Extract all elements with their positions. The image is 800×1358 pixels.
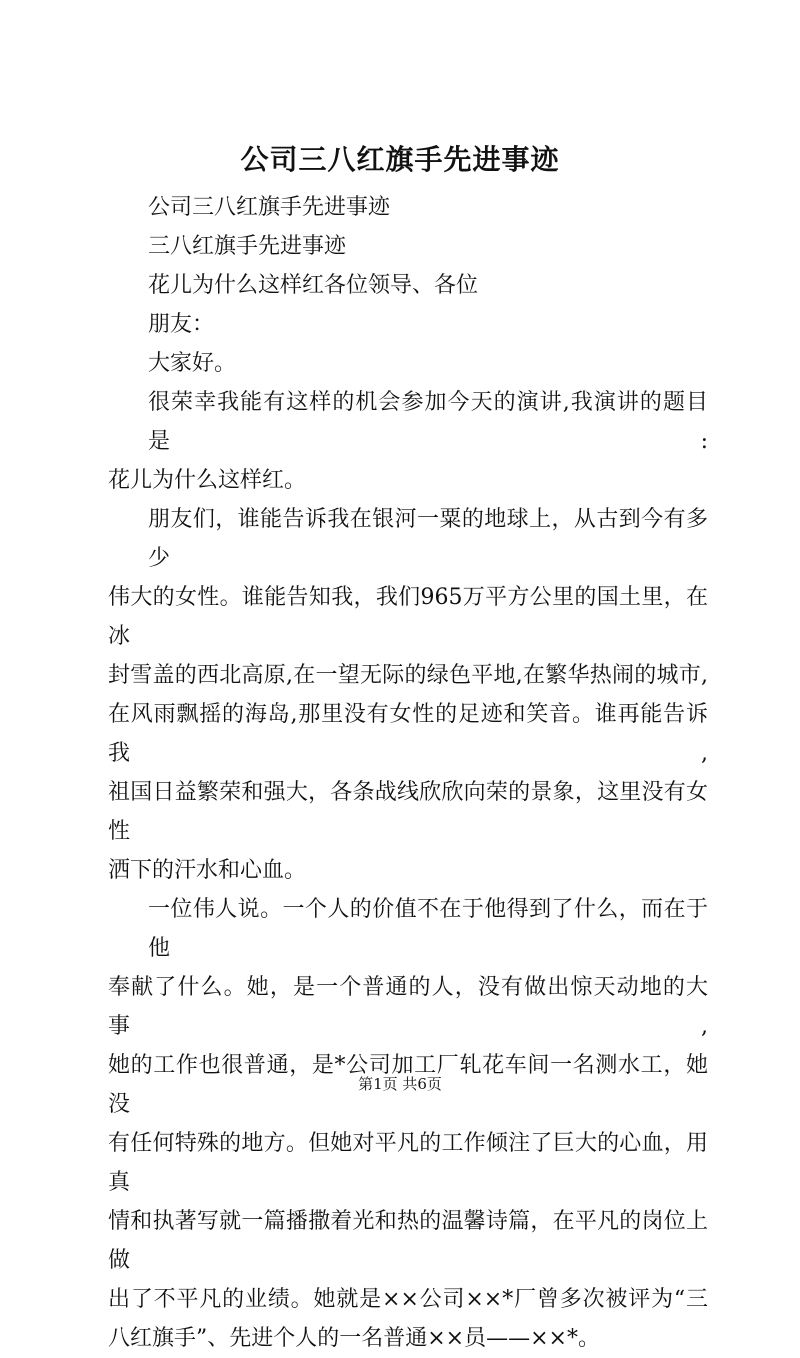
intro-line: 三八红旗手先进事迹 bbox=[148, 234, 347, 259]
paragraph-line: 奉献了什么。她，是一个普通的人，没有做出惊天动地的大事, bbox=[108, 975, 708, 1039]
paragraph-line: 伟大的女性。谁能告知我，我们965万平方公里的国土里，在冰 bbox=[108, 585, 708, 649]
paragraph-line: 花儿为什么这样红。 bbox=[108, 468, 307, 493]
paragraph-line: 在风雨飘摇的海岛,那里没有女性的足迹和笑音。谁再能告诉我, bbox=[108, 702, 708, 766]
paragraph-line: 朋友们，谁能告诉我在银河一粟的地球上，从古到今有多少 bbox=[148, 507, 708, 571]
page-number-footer: 第1页 共6页 bbox=[358, 1075, 442, 1093]
paragraph-line: 情和执著写就一篇播撒着光和热的温馨诗篇，在平凡的岗位上做 bbox=[108, 1209, 708, 1273]
paragraph-line: 有任何特殊的地方。但她对平凡的工作倾注了巨大的心血，用真 bbox=[108, 1131, 708, 1195]
intro-line: 大家好。 bbox=[148, 351, 237, 376]
intro-line: 朋友： bbox=[148, 312, 215, 337]
paragraph-line: 出了不平凡的业绩。她就是××公司××*厂曾多次被评为“三 bbox=[108, 1287, 708, 1312]
paragraph-line: 洒下的汗水和心血。 bbox=[108, 858, 307, 883]
intro-line: 花儿为什么这样红各位领导、各位 bbox=[148, 273, 479, 298]
paragraph-line: 封雪盖的西北高原,在一望无际的绿色平地,在繁华热闹的城市, bbox=[108, 663, 708, 688]
paragraph-line: 祖国日益繁荣和强大，各条战线欣欣向荣的景象，这里没有女性 bbox=[108, 780, 708, 844]
paragraph-line: 她的工作也很普通，是*公司加工厂轧花车间一名测水工，她没 bbox=[108, 1053, 708, 1117]
intro-line: 公司三八红旗手先进事迹 bbox=[148, 195, 391, 220]
document-title: 公司三八红旗手先进事迹 bbox=[240, 143, 560, 176]
paragraph-line: 一位伟人说。一个人的价值不在于他得到了什么，而在于他 bbox=[148, 897, 708, 961]
paragraph-line: 八红旗手”、先进个人的一名普通××员——××*。 bbox=[108, 1326, 600, 1351]
document-body bbox=[108, 188, 708, 1358]
paragraph-line: 很荣幸我能有这样的机会参加今天的演讲,我演讲的题目是: bbox=[148, 390, 708, 454]
